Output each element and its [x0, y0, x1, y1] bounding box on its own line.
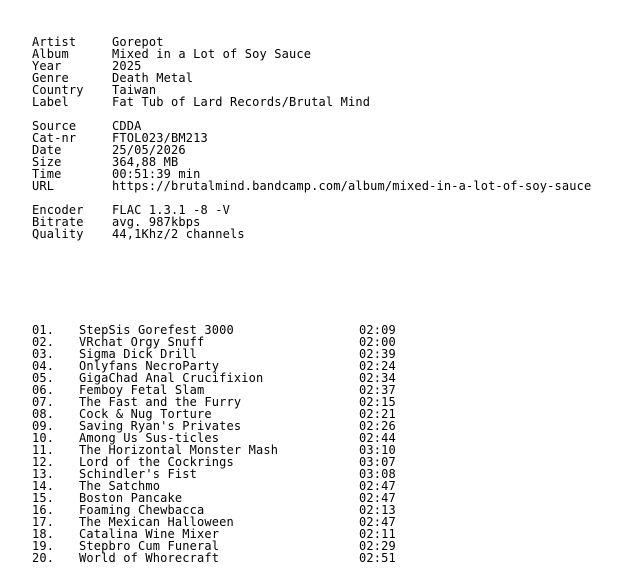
info-row-label	[32, 96, 370, 108]
track-title: Femboy Fetal Slam	[79, 383, 205, 397]
track-title: Boston Pancake	[79, 491, 183, 505]
track-duration: 02:47	[359, 479, 396, 493]
track-number: 05.	[32, 371, 55, 385]
track-number: 12.	[32, 455, 55, 469]
track-number: 15.	[32, 491, 55, 505]
track-title: The Fast and the Furry	[79, 395, 242, 409]
info-label: Genre	[32, 71, 69, 85]
info-value: 364,88 MB	[112, 155, 179, 169]
info-label: Label	[32, 95, 69, 109]
track-duration: 02:39	[359, 347, 396, 361]
info-value: FLAC 1.3.1 -8 -V	[112, 203, 230, 217]
info-label: Bitrate	[32, 215, 84, 229]
track-number: 09.	[32, 419, 55, 433]
track-number: 16.	[32, 503, 55, 517]
track-duration: 03:08	[359, 467, 396, 481]
track-title: Stepbro Cum Funeral	[79, 539, 220, 553]
track-title: GigaChad Anal Crucifixion	[79, 371, 264, 385]
track-title: The Mexican Halloween	[79, 515, 234, 529]
track-title: Catalina Wine Mixer	[79, 527, 220, 541]
info-label: Artist	[32, 35, 77, 49]
track-title: Cock & Nug Torture	[79, 407, 212, 421]
info-value: Taiwan	[112, 83, 157, 97]
info-label: Source	[32, 119, 77, 133]
info-value: Fat Tub of Lard Records/Brutal Mind	[112, 95, 371, 109]
track-number: 02.	[32, 335, 55, 349]
track-duration: 02:47	[359, 515, 396, 529]
track-title: Onlyfans NecroParty	[79, 359, 220, 373]
encoding-info	[32, 204, 245, 240]
track-title: Sigma Dick Drill	[79, 347, 197, 361]
track-number: 19.	[32, 539, 55, 553]
info-label: Album	[32, 47, 69, 61]
track-title: Among Us Sus-ticles	[79, 431, 220, 445]
info-value: FTOL023/BM213	[112, 131, 208, 145]
track-title: The Satchmo	[79, 479, 161, 493]
info-label: Time	[32, 167, 62, 181]
track-duration: 02:00	[359, 335, 396, 349]
source-info	[32, 120, 591, 192]
track-duration: 02:26	[359, 419, 396, 433]
track-title: Schindler's Fist	[79, 467, 197, 481]
info-value: CDDA	[112, 119, 142, 133]
track-title: Lord of the Cockrings	[79, 455, 234, 469]
track-duration: 02:11	[359, 527, 396, 541]
track-number: 11.	[32, 443, 55, 457]
info-row-url	[32, 180, 591, 192]
track-number: 18.	[32, 527, 55, 541]
track-title: StepSis Gorefest 3000	[79, 323, 234, 337]
track-duration: 03:07	[359, 455, 396, 469]
track-duration: 02:44	[359, 431, 396, 445]
info-row-year	[32, 60, 370, 72]
track-duration: 03:10	[359, 443, 396, 457]
track-duration: 02:24	[359, 359, 396, 373]
track-number: 20.	[32, 551, 55, 565]
track-number: 08.	[32, 407, 55, 421]
tracklist	[32, 324, 396, 564]
info-value: Mixed in a Lot of Soy Sauce	[112, 47, 312, 61]
track-number: 01.	[32, 323, 55, 337]
info-label: URL	[32, 179, 55, 193]
track-number: 10.	[32, 431, 55, 445]
info-value: Gorepot	[112, 35, 164, 49]
info-label: Cat-nr	[32, 131, 77, 145]
info-label: Year	[32, 59, 62, 73]
info-label: Encoder	[32, 203, 84, 217]
info-value: 2025	[112, 59, 142, 73]
info-value: 44,1Khz/2 channels	[112, 227, 245, 241]
track-title: Saving Ryan's Privates	[79, 419, 242, 433]
track-number: 17.	[32, 515, 55, 529]
info-value: https://brutalmind.bandcamp.com/album/mixed-in-a-lot-of-soy-sauce	[112, 179, 592, 193]
info-label: Date	[32, 143, 62, 157]
track-duration: 02:34	[359, 371, 396, 385]
info-value: 25/05/2026	[112, 143, 186, 157]
track-duration: 02:29	[359, 539, 396, 553]
track-title: World of Whorecraft	[79, 551, 220, 565]
info-label: Size	[32, 155, 62, 169]
release-info	[32, 36, 370, 108]
track-duration: 02:47	[359, 491, 396, 505]
track-number: 07.	[32, 395, 55, 409]
track-title: VRchat Orgy Snuff	[79, 335, 205, 349]
info-label: Country	[32, 83, 84, 97]
track-duration: 02:09	[359, 323, 396, 337]
info-value: avg. 987kbps	[112, 215, 201, 229]
track-duration: 02:15	[359, 395, 396, 409]
info-value: 00:51:39 min	[112, 167, 201, 181]
info-row-album	[32, 48, 370, 60]
info-value: Death Metal	[112, 71, 194, 85]
track-number: 13.	[32, 467, 55, 481]
info-label: Quality	[32, 227, 84, 241]
track-title: Foaming Chewbacca	[79, 503, 205, 517]
track-duration: 02:37	[359, 383, 396, 397]
track-number: 03.	[32, 347, 55, 361]
track-duration: 02:21	[359, 407, 396, 421]
track-duration: 02:13	[359, 503, 396, 517]
track-number: 06.	[32, 383, 55, 397]
track-title: The Horizontal Monster Mash	[79, 443, 279, 457]
track-duration: 02:51	[359, 551, 396, 565]
track-number: 14.	[32, 479, 55, 493]
info-row-quality	[32, 228, 245, 240]
track-row	[32, 552, 396, 564]
track-number: 04.	[32, 359, 55, 373]
